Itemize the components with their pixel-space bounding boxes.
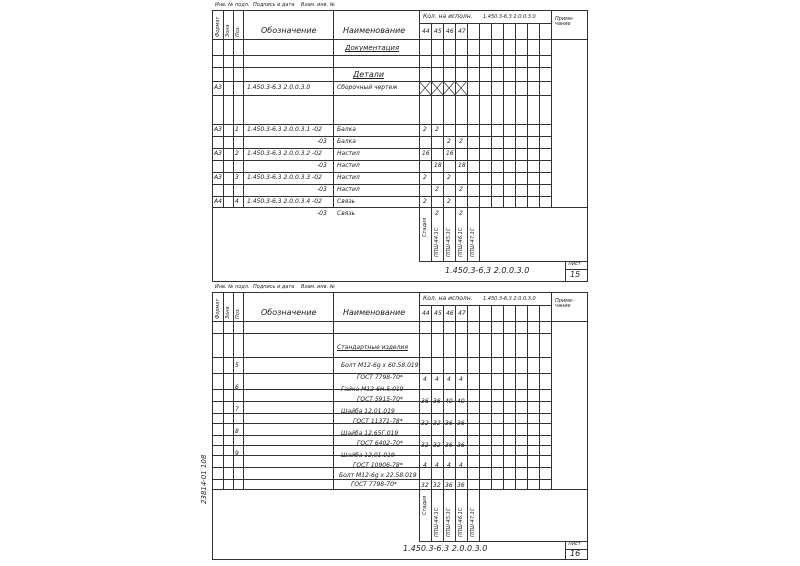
qty-cell: 2 [459, 186, 463, 193]
col-note-header: Приме-чание [555, 298, 574, 309]
row-name: Сборочный чертеж [337, 84, 398, 91]
stamp-stage-label: Стадия [422, 495, 428, 515]
col-note-header: Приме-чание [555, 16, 574, 27]
row-name: ГОСТ 5915-70* [357, 396, 403, 403]
variant-46: 46 [446, 310, 454, 317]
stamp-stage-label: Стадия [422, 217, 428, 237]
row-pos: 3 [235, 174, 239, 181]
qty-cell: 16 [422, 150, 430, 157]
row-format: А3 [214, 150, 222, 157]
qty-cell: 36 [445, 442, 453, 449]
qty-cell: 4 [435, 376, 439, 383]
qty-cell: 40 [445, 398, 453, 405]
spec-sheet-2 [212, 284, 588, 560]
col-designation-header: Обозначение [261, 308, 317, 317]
row-format: А4 [214, 198, 222, 205]
col-name-header: Наименование [343, 26, 406, 35]
stamp-code: ППШ-45.1С [446, 227, 452, 257]
col-format-header: Формат [215, 16, 221, 37]
stamp-sign-label: Подпись и дата [253, 284, 295, 290]
qty-cell: 36 [433, 398, 441, 405]
row-name: Балка [337, 126, 356, 133]
qty-cell: 32 [433, 420, 441, 427]
col-format-header: Формат [215, 298, 221, 319]
row-designation: 1.450.3-6.3 2.0.0.3.3 -02 [247, 174, 322, 181]
row-name: Настил [337, 174, 360, 181]
sheet-label: Лист [568, 261, 581, 267]
col-qty-header: Кол. на исполн. [423, 295, 473, 302]
qty-cell: 36 [457, 420, 465, 427]
row-designation: 1.450.3-6.3 2.0.0.3.0 [247, 84, 311, 91]
qty-cell: 4 [435, 462, 439, 469]
stamp-code: ППШ-45.1С [446, 507, 452, 537]
side-archive-mark: 23814-01 108 [200, 454, 208, 504]
variant-45: 45 [434, 28, 442, 35]
qty-cell: 40 [457, 398, 465, 405]
row-name: Шайба 12.01.019 [341, 452, 395, 459]
sheet-label: Лист [568, 541, 581, 547]
stamp-code: ППШ-44.1С [434, 227, 440, 257]
row-name: Связь [337, 198, 356, 205]
qty-cell: 2 [447, 198, 451, 205]
stamp-inv-label: Инв. № подл. [215, 284, 250, 290]
row-pos: 2 [235, 150, 239, 157]
qty-cell: 16 [446, 150, 454, 157]
qty-cell: 18 [434, 162, 442, 169]
qty-cell: 2 [435, 186, 439, 193]
row-designation: 1.450.3-6.3 2.0.0.3.4 -02 [247, 198, 322, 205]
qty-cell: 4 [447, 462, 451, 469]
row-name: Болт М12-6g x 60.58.019 [341, 362, 419, 369]
variant-46: 46 [446, 28, 454, 35]
col-zone-header: Зона [225, 24, 231, 37]
row-name: Балка [337, 138, 356, 145]
qty-cell: 36 [445, 482, 453, 489]
row-format: А3 [214, 84, 222, 91]
row-name: ГОСТ 6402-70* [357, 440, 403, 447]
col-designation-header: Обозначение [261, 26, 317, 35]
qty-cell: 32 [421, 420, 429, 427]
row-name: Связь [337, 210, 356, 217]
qty-cell: 36 [421, 398, 429, 405]
stamp-inv-label: Инв. № подл. [215, 2, 250, 8]
variant-47: 47 [458, 28, 466, 35]
row-format: А3 [214, 174, 222, 181]
qty-cell: 2 [435, 126, 439, 133]
col-qty-header: Кол. на исполн. [423, 13, 473, 20]
row-name: Шайба 12.65Г.019 [341, 430, 399, 437]
row-designation: -03 [317, 186, 327, 193]
not-applicable-cross-icon [419, 81, 467, 95]
qty-cell: 36 [445, 420, 453, 427]
stamp-code: ППШ-46.1С [458, 227, 464, 257]
sheet-number: 15 [570, 270, 581, 279]
qty-cell: 2 [447, 174, 451, 181]
col-qty-doc: 1.450.3-6.3 2.0.0.3.0 [483, 14, 536, 20]
row-designation: -03 [317, 162, 327, 169]
row-pos: 9 [235, 450, 239, 457]
variant-44: 44 [422, 310, 430, 317]
qty-cell: 4 [447, 376, 451, 383]
qty-cell: 2 [423, 126, 427, 133]
qty-cell: 36 [457, 482, 465, 489]
row-name: ГОСТ 7798-70* [351, 481, 397, 488]
stamp-code: ППШ-47.1С [470, 507, 476, 537]
qty-cell: 36 [457, 442, 465, 449]
row-pos: 4 [235, 198, 239, 205]
qty-cell: 2 [435, 210, 439, 217]
row-format: А3 [214, 126, 222, 133]
variant-47: 47 [458, 310, 466, 317]
qty-cell: 32 [433, 482, 441, 489]
row-designation: -03 [317, 138, 327, 145]
qty-cell: 32 [421, 442, 429, 449]
variant-44: 44 [422, 28, 430, 35]
document-number: 1.450.3-6.3 2.0.0.3.0 [445, 266, 530, 275]
row-name: Настил [337, 162, 360, 169]
col-pos-header: Поз. [235, 25, 241, 37]
spec-sheet-1 [212, 2, 588, 282]
qty-cell: 2 [423, 174, 427, 181]
col-name-header: Наименование [343, 308, 406, 317]
qty-cell: 32 [421, 482, 429, 489]
document-number: 1.450.3-6.3 2.0.0.3.0 [403, 544, 488, 553]
variant-45: 45 [434, 310, 442, 317]
col-qty-doc: 1.450.3-6.3 2.0.0.3.0 [483, 296, 536, 302]
sheet-number: 16 [570, 549, 581, 558]
section-standard-items: Стандартные изделия [337, 344, 408, 351]
qty-cell: 2 [459, 138, 463, 145]
qty-cell: 4 [459, 376, 463, 383]
row-name: ГОСТ 7798-70* [357, 374, 403, 381]
qty-cell: 4 [423, 376, 427, 383]
row-pos: 5 [235, 362, 239, 369]
stamp-code: ППШ-46.1С [458, 507, 464, 537]
qty-cell: 4 [459, 462, 463, 469]
stamp-sign-label: Подпись и дата [253, 2, 295, 8]
row-name: Настил [337, 150, 360, 157]
stamp-code: ППШ-44.1С [434, 507, 440, 537]
qty-cell: 2 [423, 198, 427, 205]
col-zone-header: Зона [225, 306, 231, 319]
section-parts: Детали [353, 70, 385, 79]
qty-cell: 2 [447, 138, 451, 145]
stamp-replace-label: Взам. инв. № [301, 2, 335, 8]
row-name: ГОСТ 11371-78* [353, 418, 403, 425]
row-name: Болт М12-6g x 22.58.019 [339, 472, 417, 479]
row-designation: 1.450.3-6.3 2.0.0.3.2 -02 [247, 150, 322, 157]
row-pos: 6 [235, 384, 239, 391]
row-name: ГОСТ 10906-78* [353, 462, 403, 469]
row-name: Шайба 12.01.019 [341, 408, 395, 415]
row-pos: 8 [235, 428, 239, 435]
qty-cell: 18 [458, 162, 466, 169]
section-documentation: Документация [345, 44, 400, 52]
stamp-code: ППШ-47.1С [470, 227, 476, 257]
row-designation: 1.450.3-6.3 2.0.0.3.1 -02 [247, 126, 322, 133]
row-pos: 1 [235, 126, 239, 133]
row-designation: -03 [317, 210, 327, 217]
row-pos: 7 [235, 406, 239, 413]
row-name: Настил [337, 186, 360, 193]
qty-cell: 4 [423, 462, 427, 469]
qty-cell: 32 [433, 442, 441, 449]
row-name: Гайка М12-6Н.5.019 [341, 386, 404, 393]
qty-cell: 2 [459, 210, 463, 217]
col-pos-header: Поз. [235, 307, 241, 319]
stamp-replace-label: Взам. инв. № [301, 284, 335, 290]
